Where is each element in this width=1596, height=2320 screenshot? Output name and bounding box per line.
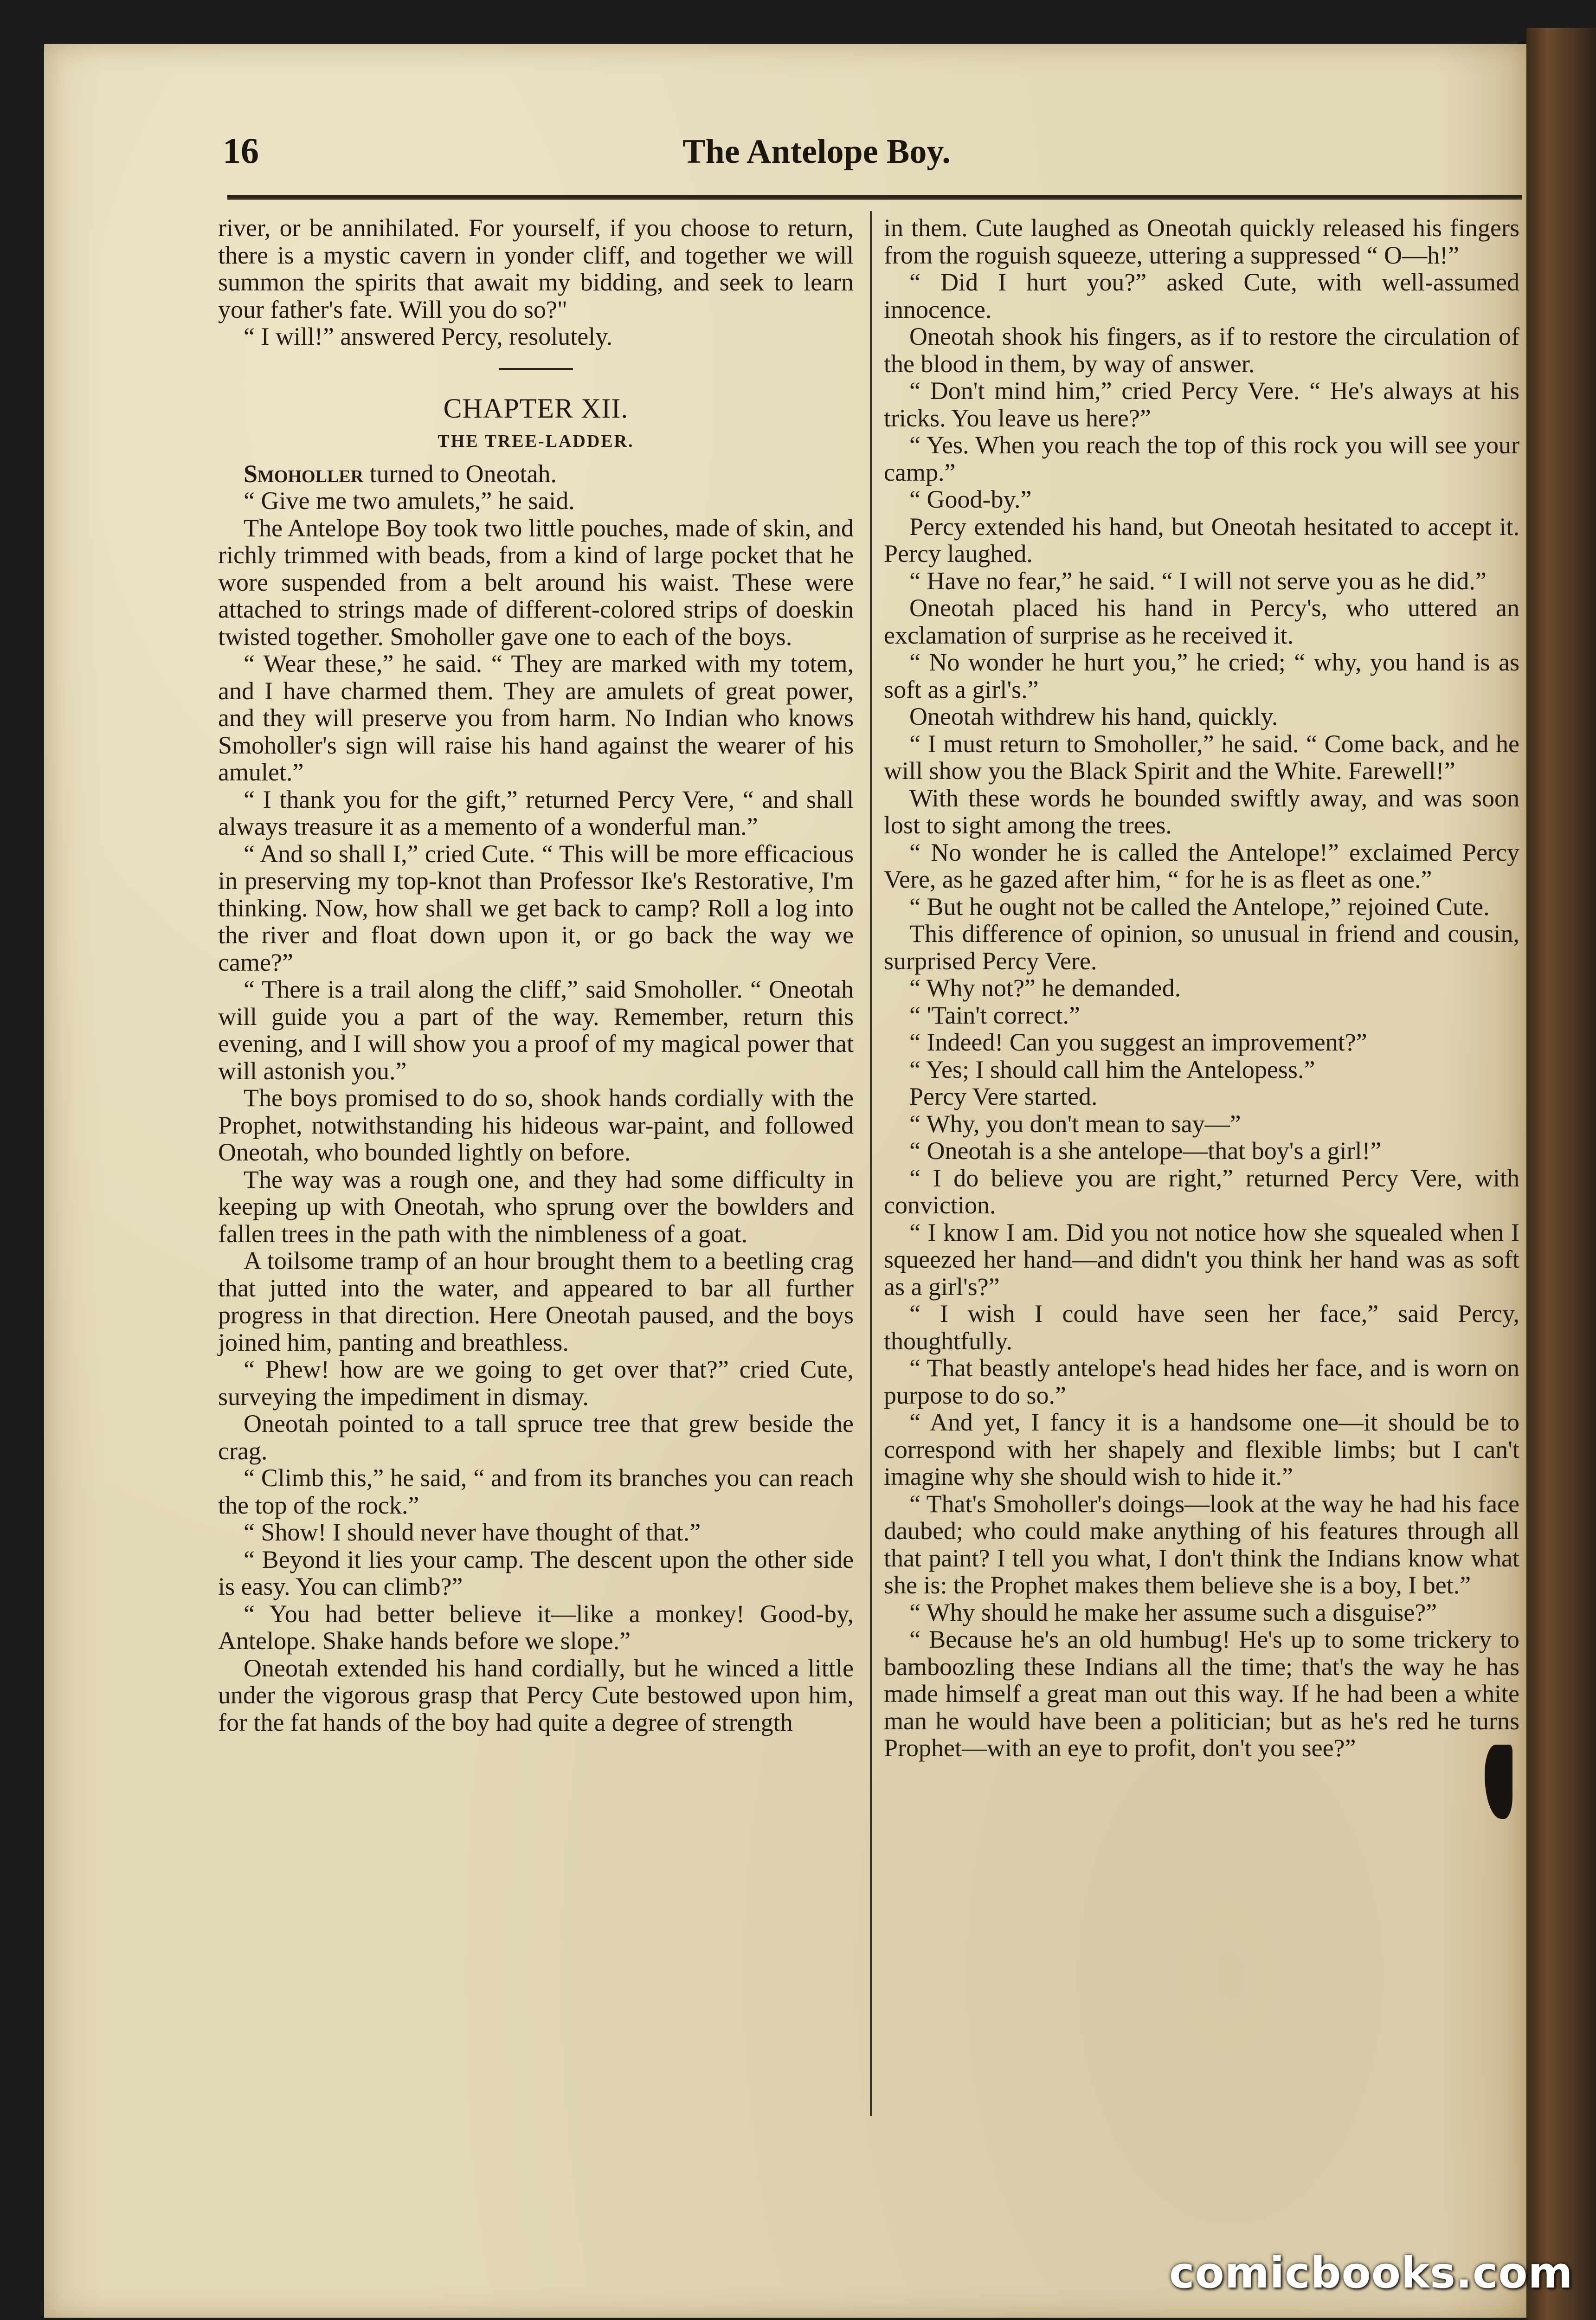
paragraph: The boys promised to do so, shook hands cordially with the Prophet, notwithstanding his hideous war-paint, and followed Oneotah, who bounded lightly on before. bbox=[218, 1084, 854, 1166]
chapter-opening-paragraph bbox=[218, 460, 854, 488]
right-column bbox=[884, 214, 1519, 1762]
paragraph: Percy extended his hand, but Oneotah hesitated to accept it. Percy laughed. bbox=[884, 512, 1519, 567]
paragraph: “ And so shall I,” cried Cute. “ This will be more efficacious in preserving my top-knot than Professor Ike's Restorative, I'm thinking. Now, how shall we get back to camp? Roll a log into the river and float down upon it, or go back the way we came?” bbox=[218, 839, 854, 976]
paragraph: “ No wonder he hurt you,” he cried; “ why, you hand is as soft as a girl's.” bbox=[884, 648, 1519, 703]
section-rule bbox=[499, 368, 573, 370]
paragraph: “ That's Smoholler's doings—look at the way he had his face daubed; who could make anything of his features through all that paint? I tell you what, I don't think the Indians know what she is: the Prophet makes them believe she is a boy, I bet.” bbox=[884, 1489, 1519, 1599]
paragraph: “ Yes; I should call him the Antelopess.” bbox=[909, 1055, 1315, 1083]
opening-word: Smoholler bbox=[244, 459, 364, 488]
paragraph: Oneotah shook his fingers, as if to restore the circulation of the blood in them, by way of answer. bbox=[884, 322, 1519, 378]
paragraph: in them. Cute laughed as Oneotah quickly released his fingers from the roguish squeeze, uttering a suppressed “ O—h!” bbox=[884, 214, 1519, 269]
paragraph: “ Wear these,” he said. “ They are marked with my totem, and I have charmed them. They are amulets of great power, and they will preserve you from harm. No Indian who knows Smoholler's sign will raise his hand against the wearer of his amulet.” bbox=[218, 650, 854, 786]
paragraph: “ But he ought not be called the Antelope,” rejoined Cute. bbox=[909, 892, 1490, 921]
paragraph: “ I thank you for the gift,” returned Percy Vere, “ and shall always treasure it as a memento of a wonderful man.” bbox=[218, 785, 854, 840]
paragraph: “ Beyond it lies your camp. The descent upon the other side is easy. You can climb?” bbox=[218, 1545, 854, 1600]
paragraph: “ Give me two amulets,” he said. bbox=[244, 487, 575, 515]
paragraph: This difference of opinion, so unusual in friend and cousin, surprised Percy Vere. bbox=[884, 920, 1519, 975]
paragraph: “ I must return to Smoholler,” he said. “ Come back, and he will show you the Black Spirit and the White. Farewell!” bbox=[884, 729, 1519, 785]
paragraph: “ That beastly antelope's head hides her face, and is worn on purpose to do so.” bbox=[884, 1354, 1519, 1409]
paragraph: “ Why should he make her assume such a disguise?” bbox=[909, 1598, 1437, 1626]
paragraph: “ Did I hurt you?” asked Cute, with well-assumed innocence. bbox=[884, 268, 1519, 323]
paragraph: A toilsome tramp of an hour brought them to a beetling crag that jutted into the water, and appeared to bar all further progress in that direction. Here Oneotah paused, and the boys joined him, panting and breathless. bbox=[218, 1247, 854, 1356]
paragraph: “ 'Tain't correct.” bbox=[909, 1001, 1080, 1029]
paragraph: Oneotah withdrew his hand, quickly. bbox=[909, 702, 1278, 730]
paragraph: “ Show! I should never have thought of that.” bbox=[244, 1518, 701, 1546]
chapter-heading: CHAPTER XII. bbox=[443, 393, 629, 424]
paragraph: “ No wonder he is called the Antelope!” exclaimed Percy Vere, as he gazed after him, “ for he is as fleet as one.” bbox=[884, 838, 1519, 893]
chapter-subtitle: THE TREE-LADDER. bbox=[438, 431, 634, 451]
paragraph: “ There is a trail along the cliff,” said Smoholler. “ Oneotah will guide you a part of the way. Remember, return this evening, and I will show you a proof of my magical power that will astonish you.” bbox=[218, 975, 854, 1085]
paragraph: “ Phew! how are we going to get over that?” cried Cute, surveying the impediment in dismay. bbox=[218, 1355, 854, 1411]
paragraph: Oneotah placed his hand in Percy's, who uttered an exclamation of surprise as he received it. bbox=[884, 594, 1519, 649]
column-divider bbox=[870, 211, 872, 2116]
paragraph: “ Because he's an old humbug! He's up to some trickery to bamboozling these Indians all the time; that's the way he has made himself a great man out this way. If he had been a white man he would have been a politician; but as he's red he turns Prophet—with an eye to profit, don't you see?” bbox=[884, 1625, 1519, 1762]
paragraph: “ Indeed! Can you suggest an improvement?” bbox=[909, 1028, 1367, 1056]
left-column bbox=[218, 214, 854, 1736]
page-number: 16 bbox=[223, 130, 259, 171]
paragraph: “ I will!” answered Percy, resolutely. bbox=[244, 322, 613, 350]
site-watermark: comicbooks.com bbox=[1169, 2248, 1573, 2298]
opening-rest: turned to Oneotah. bbox=[363, 459, 557, 488]
paragraph: With these words he bounded swiftly away, and was soon lost to sight among the trees. bbox=[884, 784, 1519, 839]
paragraph: “ Have no fear,” he said. “ I will not serve you as he did.” bbox=[909, 567, 1487, 595]
paragraph: “ Oneotah is a she antelope—that boy's a girl!” bbox=[909, 1137, 1382, 1165]
header-rule bbox=[227, 195, 1522, 200]
paragraph: river, or be annihilated. For yourself, if you choose to return, there is a mystic cavern in yonder cliff, and together we will summon the spirits that await my bidding, and seek to learn your father's fate. Will you do so?" bbox=[218, 214, 854, 323]
paragraph: “ Why not?” he demanded. bbox=[909, 974, 1181, 1002]
page-header bbox=[183, 116, 1543, 172]
paragraph: “ And yet, I fancy it is a handsome one—it should be to correspond with her shapely and flexible limbs; but I can't imagine why she should wish to hide it.” bbox=[884, 1408, 1519, 1490]
paragraph: “ I wish I could have seen her face,” said Percy, thoughtfully. bbox=[884, 1300, 1519, 1355]
paragraph: “ I do believe you are right,” returned Percy Vere, with conviction. bbox=[884, 1164, 1519, 1219]
running-title: The Antelope Boy. bbox=[682, 133, 951, 171]
paragraph: “ Good-by.” bbox=[909, 485, 1032, 513]
paragraph: “ Don't mind him,” cried Percy Vere. “ He's always at his tricks. You leave us here?” bbox=[884, 377, 1519, 432]
paragraph: “ Why, you don't mean to say—” bbox=[909, 1109, 1241, 1138]
paragraph: Oneotah pointed to a tall spruce tree that grew beside the crag. bbox=[218, 1410, 854, 1465]
paragraph: The Antelope Boy took two little pouches, made of skin, and richly trimmed with beads, from a kind of large pocket that he wore suspended from a belt around his waist. These were attached to strings made of different-colored strips of doeskin twisted together. Smoholler gave one to each of the boys. bbox=[218, 514, 854, 651]
page-spine-edge bbox=[1526, 28, 1596, 2320]
paragraph: “ You had better believe it—like a monkey! Good-by, Antelope. Shake hands before we slope.” bbox=[218, 1599, 854, 1655]
paragraph: Oneotah extended his hand cordially, but he winced a little under the vigorous grasp that Percy Cute bestowed upon him, for the fat hands of the boy had quite a degree of strength bbox=[218, 1654, 854, 1736]
paragraph: “ Climb this,” he said, “ and from its branches you can reach the top of the rock.” bbox=[218, 1464, 854, 1519]
paragraph: Percy Vere started. bbox=[909, 1083, 1098, 1110]
paragraph: “ Yes. When you reach the top of this rock you will see your camp.” bbox=[884, 431, 1519, 486]
paragraph: “ I know I am. Did you not notice how she squealed when I squeezed her hand—and didn't you think her hand was as soft as a girl's?” bbox=[884, 1218, 1519, 1301]
paragraph: The way was a rough one, and they had some difficulty in keeping up with Oneotah, who sprung over the bowlders and fallen trees in the path with the nimbleness of a goat. bbox=[218, 1165, 854, 1248]
